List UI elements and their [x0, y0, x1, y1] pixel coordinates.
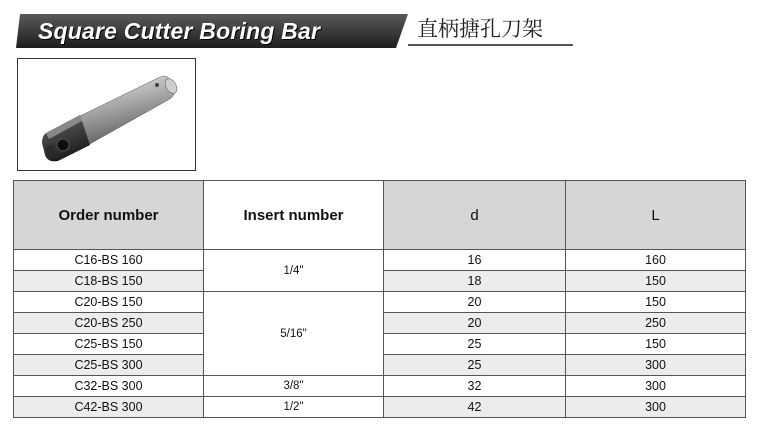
- boring-bar-image: [18, 59, 195, 170]
- title-underline: [408, 44, 573, 46]
- order-number-cell: C42-BS 300: [14, 397, 204, 418]
- d-cell: 20: [384, 292, 566, 313]
- insert-number-cell: 3/8": [204, 376, 384, 397]
- order-number-cell: C20-BS 150: [14, 292, 204, 313]
- d-cell: 25: [384, 334, 566, 355]
- L-cell: 300: [566, 355, 746, 376]
- insert-number-cell: 1/2": [204, 397, 384, 418]
- d-cell: 42: [384, 397, 566, 418]
- d-cell: 18: [384, 271, 566, 292]
- order-number-cell: C32-BS 300: [14, 376, 204, 397]
- d-cell: 20: [384, 313, 566, 334]
- L-cell: 300: [566, 376, 746, 397]
- page-title: Square Cutter Boring Bar: [38, 18, 321, 44]
- L-cell: 250: [566, 313, 746, 334]
- col-header-order-number: Order number: [14, 181, 204, 250]
- insert-number-cell: 5/16": [204, 292, 384, 376]
- L-cell: 160: [566, 250, 746, 271]
- col-header-d: d: [384, 181, 566, 250]
- L-cell: 150: [566, 334, 746, 355]
- spec-table: [13, 180, 746, 418]
- page-title-chinese: 直柄搪孔刀架: [417, 17, 543, 41]
- insert-number-cell: 1/4": [204, 250, 384, 292]
- d-cell: 16: [384, 250, 566, 271]
- order-number-cell: C18-BS 150: [14, 271, 204, 292]
- order-number-cell: C16-BS 160: [14, 250, 204, 271]
- table-row: [14, 292, 746, 313]
- product-photo: [17, 58, 196, 171]
- table-header-row: [14, 181, 746, 250]
- table-row: [14, 376, 746, 397]
- order-number-cell: C20-BS 250: [14, 313, 204, 334]
- order-number-cell: C25-BS 150: [14, 334, 204, 355]
- L-cell: 150: [566, 292, 746, 313]
- title-banner: [16, 14, 410, 48]
- col-header-L: L: [566, 181, 746, 250]
- table-row: [14, 250, 746, 271]
- col-header-insert-number: Insert number: [204, 181, 384, 250]
- L-cell: 300: [566, 397, 746, 418]
- table-row: [14, 397, 746, 418]
- L-cell: 150: [566, 271, 746, 292]
- d-cell: 32: [384, 376, 566, 397]
- d-cell: 25: [384, 355, 566, 376]
- order-number-cell: C25-BS 300: [14, 355, 204, 376]
